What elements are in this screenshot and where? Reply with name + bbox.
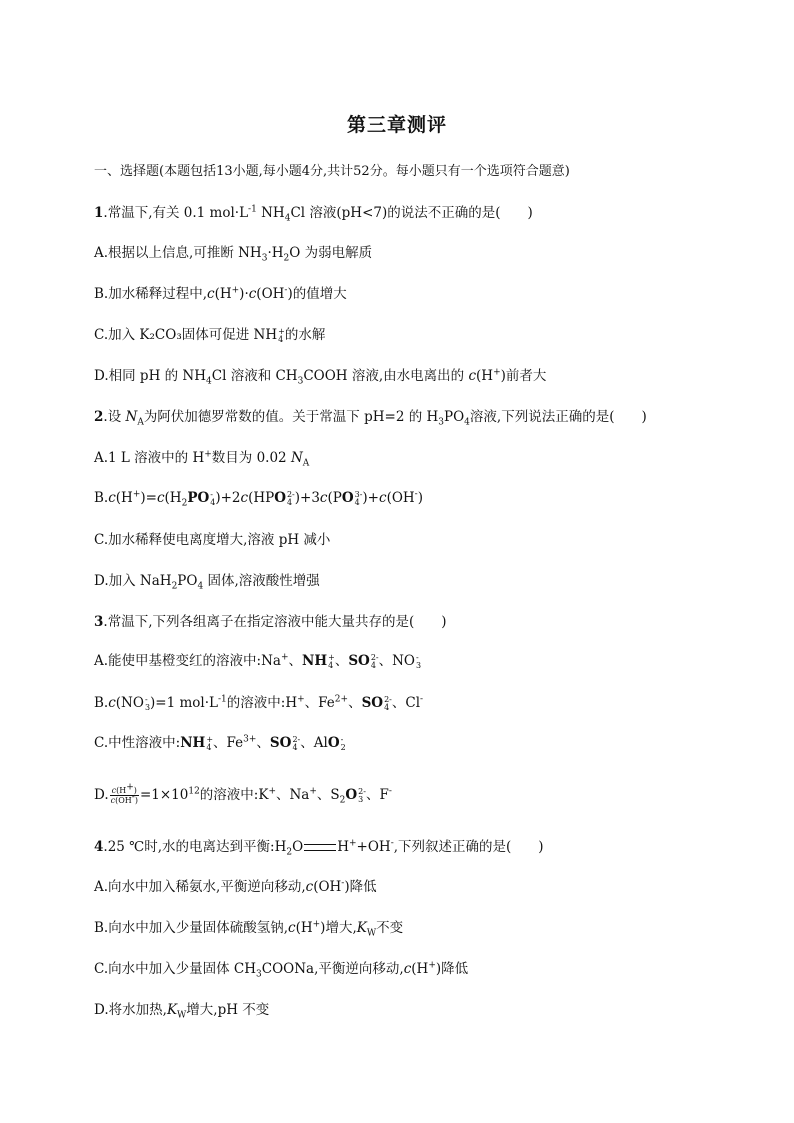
q1-stem-sup: -1 [248,204,257,215]
question-3-option-c: C.中性溶液中:NH + 4 、$Fe^{3+}$、SO 2- 4 、AlO - 2 [94,734,346,752]
q1-stem-part: .常温下,有关 0.1 mol·L [103,205,249,221]
question-2-option-d: D.加入 $NaH_2PO_4$ 固体,溶液酸性增强 [94,573,320,592]
question-3-stem [94,613,734,631]
question-3-option-a: A.能使甲基橙变红的溶液中:Na+、NH + 4 、SO 2- 4 、NO - 3 [94,652,422,670]
question-2-option-c: C.加水稀释使电离度增大,溶液 pH 减小 [94,532,331,548]
question-number: 2 [94,409,104,425]
question-1-option-d: D.相同 pH 的 $NH_4Cl$ 溶液和 $CH_3COOH$ 溶液,由水电离出的 c(H+)前者大 [94,367,547,387]
question-3-option-d: D. $\frac{c(H^+)}{c(OH^-)}$ $=1\times 10^{12}$的溶液中:K+、Na+、$S_2O$ 2- 3 、F- [94,782,392,806]
question-4-option-b: B.向水中加入少量固体硫酸氢钠,c(H+)增大$,K_W$不变 [94,919,404,939]
question-number: 4 [94,839,104,855]
q1-stem-sub: 4 [284,213,291,224]
concentration-ratio-fraction: $\frac{c(H^+)}{c(OH^-)}$ [110,782,138,805]
question-number: 1 [94,205,104,221]
question-2-stem: 2.设 $N_A$为阿伏加德罗常数的值。关于常温下 pH=2 的 $H_3PO_4$溶液,下列说法正确的是( ) [94,409,647,428]
equilibrium-arrow [304,844,336,851]
question-2-option-a: A.1 L 溶液中的 H+数目为 0.02 $N_A$ [94,449,310,469]
section-heading: 一、选择题(本题包括13小题,每小题4分,共计52分。每小题只有一个选项符合题意) [94,164,570,179]
question-1-option-c [94,326,734,344]
question-2-option-b: $B.c(H^+)=c(H_2PO$ - 4 )+2c(HPO 2- 4 )+3c(PO 3- 4 )+c(OH-) [94,489,423,509]
q1-option-c-text: C.加入 K₂CO₃固体可促进 NH [94,327,278,343]
question-4-option-d: D.将水加热$,K_W$增大,pH 不变 [94,1002,270,1021]
q1-stem-part: NH [256,205,285,221]
q1-option-c-text: 的水解 [284,327,326,343]
ion-nh4: + 4 [278,326,285,344]
question-4-stem: 4.25 ℃时,水的电离达到平衡$:H_2O$ H++OH-,下列叙述正确的是( ) [94,838,544,858]
q1-stem-part: Cl 溶液(pH<7)的说法不正确的是( ) [290,205,533,221]
question-4-option-c: C.向水中加入少量固体 $CH_3COONa$,平衡逆向移动,c(H+)降低 [94,960,469,980]
q3-stem-text: .常温下,下列各组离子在指定溶液中能大量共存的是( ) [103,614,447,630]
question-1-stem [94,204,734,222]
question-3-option-b: B.c(NO - 3 )=1 $mol\cdot L^{-1}$的溶液中:H+、$Fe^{2+}$、SO 2- 4 、Cl- [94,694,424,712]
question-4-option-a: A.向水中加入稀氨水,平衡逆向移动,c(OH-)降低 [94,878,377,895]
question-1-option-b: B.加水稀释过程中,c(H+)·c(OH-)的值增大 [94,285,347,302]
question-number: 3 [94,614,104,630]
question-1-option-a: A.根据以上信息,可推断 $NH_3\cdot H_2O$ 为弱电解质 [94,245,373,264]
page-title: 第三章测评 [346,114,447,136]
